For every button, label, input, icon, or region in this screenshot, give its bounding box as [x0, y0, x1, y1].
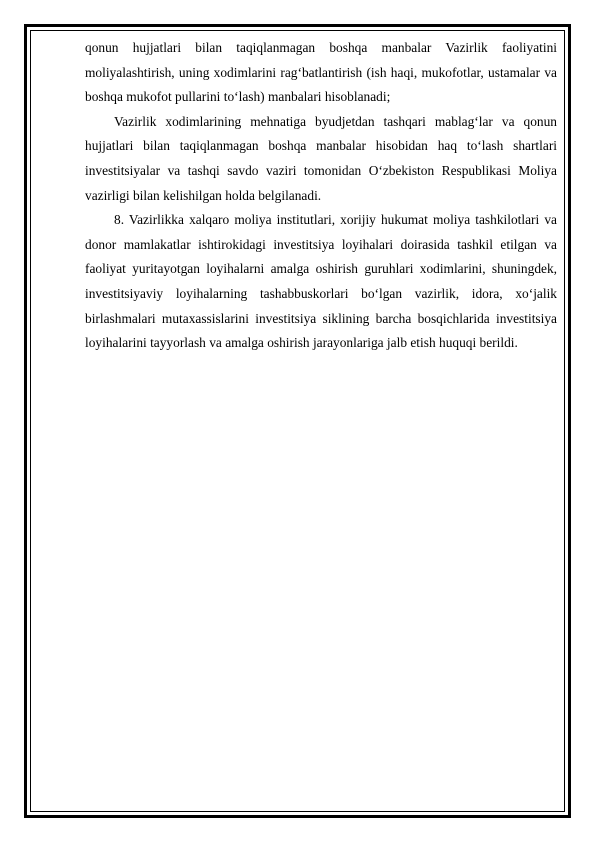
- document-body: [85, 36, 557, 356]
- paragraph-payment-conditions: Vazirlik xodimlarining mehnatiga byudjetdan tashqari mablag‘lar va qonun hujjatlari bilan taqiqlanmagan boshqa manbalar hisobidan haq to‘lash shartlari investitsiyalar va tashqi savdo vaziri tomonidan O‘zbekiston Respublikasi Moliya vazirligi bilan kelishilgan holda belgilanadi.: [85, 113, 557, 203]
- paragraph-item-8: 8. Vazirlikka xalqaro moliya institutlari, xorijiy hukumat moliya tashkilotlari va donor mamlakatlar ishtirokidagi investitsiya loyihalari doirasida tashkil etilgan va faoliyat yuritayotgan loyihalarni amalga oshirish guruhlari xodimlarini, shuningdek, investitsiyaviy loyihalarning tashabbuskorlari bo‘lgan vazirlik, idora, xo‘jalik birlashmalari mutaxassislarini investitsiya siklining barcha bosqichlarida investitsiya loyihalarini tayyorlash va amalga oshirish jarayonlariga jalb etish huquqi berildi.: [85, 212, 557, 351]
- paragraph-continuation: qonun hujjatlari bilan taqiqlanmagan boshqa manbalar Vazirlik faoliyatini moliyalashtirish, uning xodimlarini rag‘batlantirish (ish haqi, mukofotlar, ustamalar va boshqa mukofot pullarini to‘lash) manbalari hisoblanadi;: [85, 40, 557, 105]
